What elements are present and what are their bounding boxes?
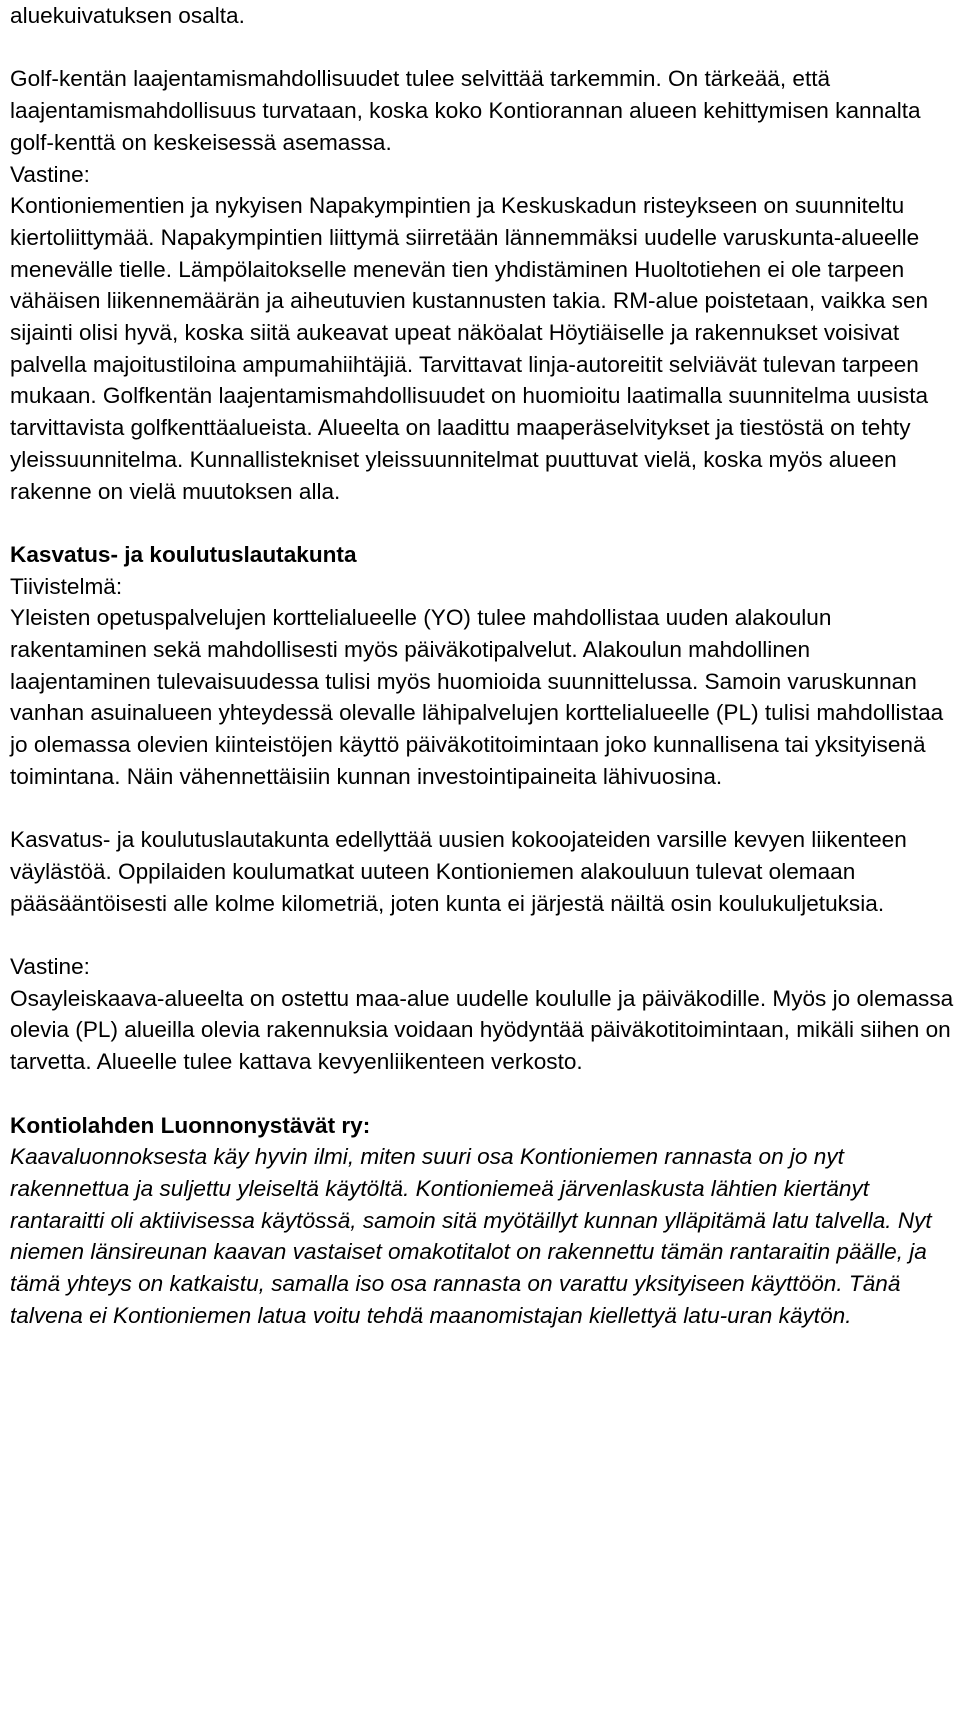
summary-label: Tiivistelmä: <box>10 573 123 599</box>
summary-text: Yleisten opetuspalvelujen korttelialueelle (YO) tulee mahdollistaa uuden alakoulun rakentaminen sekä mahdollisesti myös päiväkotipalvelut. Alakoulun mahdollinen laajentaminen tulevaisuudessa tulisi myös huomioida suunnittelussa. Samoin varuskunnan vanhan asuinalueen yhteydessä olevalle lähipalvelujen korttelialueelle (PL) tulisi mahdollistaa jo olemassa olevien kiinteistöjen käyttö päiväkotitoimintaan joko kunnallisena tai yksityisenä toimintana. Näin vähennettäisiin kunnan investointipaineita lähivuosina. <box>10 605 944 789</box>
committee-requirement-text: Kasvatus- ja koulutuslautakunta edellyttää uusien kokoojateiden varsille kevyen liikenteen väylästöä. Oppilaiden koulumatkat uuteen Kontioniemen alakouluun tulevat olemaan pääsääntöisesti alle kolme kilometriä, joten kunta ei järjestä näiltä osin koulukuljetuksia. <box>10 827 907 916</box>
association-quote: Kaavaluonnoksesta käy hyvin ilmi, miten suuri osa Kontioniemen rannasta on jo nyt rakennettua ja suljettu yleiseltä käytöltä. Kontioniemeä järvenlaskusta lähtien kiertänyt rantaraitti oli aktiivisessa käytössä, samoin sitä myötäillyt kunnan ylläpitämä latu talvella. Nyt niemen länsireunan kaavan vastaiset omakotitalot on rakennettu tämän rantaraitin päälle, ja tämä yhteys on katkaistu, samalla iso osa rannasta on varattu yksityiseen käyttöön. Tänä talvena ei Kontioniemen latua voitu tehdä maanomistajan kiellettyä latu-uran käytön. <box>10 1144 932 1328</box>
response-section-1 <box>10 159 955 508</box>
response-text-1: Kontioniementien ja nykyisen Napakympintien ja Keskuskadun risteykseen on suunniteltu kiertoliittymää. Napakympintien liittymä siirretään lännemmäksi uudelle varuskunta-alueelle menevälle tielle. Lämpölaitokselle menevän tien yhdistäminen Huoltotiehen ei ole tarpeen vähäisen liikennemäärän ja aiheutuvien kustannusten takia. RM-alue poistetaan, vaikka sen sijainti olisi hyvä, koska siitä aukeavat upeat näköalat Höytiäiselle ja rakennukset voisivat palvella majoitustiloina ampumahiihtäjiä. Tarvittavat linja-autoreitit selviävät tulevan tarpeen mukaan. Golfkentän laajentamismahdollisuudet on huomioitu laatimalla suunnitelma uusista tarvittavista golfkenttäalueista. Alueelta on laadittu maaperäselvitykset ja tiestöstä on tehty yleissuunnitelma. Kunnallistekniset yleissuunnitelmat puuttuvat vielä, koska myös alueen rakenne on vielä muutoksen alla. <box>10 193 929 504</box>
document-page <box>10 0 955 1331</box>
response-text-2: Osayleiskaava-alueelta on ostettu maa-alue uudelle koululle ja päiväkodille. Myös jo olemassa olevia (PL) alueilla olevia rakennuksia voidaan hyödyntää päiväkotitoimintaan, mikäli siihen on tarvetta. Alueelle tulee kattava kevyenliikenteen verkosto. <box>10 985 954 1075</box>
association-heading: Kontiolahden Luonnonystävät ry: <box>10 1112 371 1138</box>
committee-heading: Kasvatus- ja koulutuslautakunta <box>10 541 357 567</box>
intro-tail-text: aluekuivatuksen osalta. <box>10 3 245 28</box>
response-label-1: Vastine: <box>10 161 90 187</box>
golf-paragraph: Golf-kentän laajentamismahdollisuudet tulee selvittää tarkemmin. On tärkeää, että laajentamismahdollisuus turvataan, koska koko Kontiorannan alueen kehittymisen kannalta golf-kenttä on keskeisessä asemassa. <box>10 66 921 155</box>
association-section <box>10 1110 955 1332</box>
response-label-2: Vastine: <box>10 954 90 980</box>
response-section-2 <box>10 951 955 1078</box>
committee-section <box>10 539 955 793</box>
